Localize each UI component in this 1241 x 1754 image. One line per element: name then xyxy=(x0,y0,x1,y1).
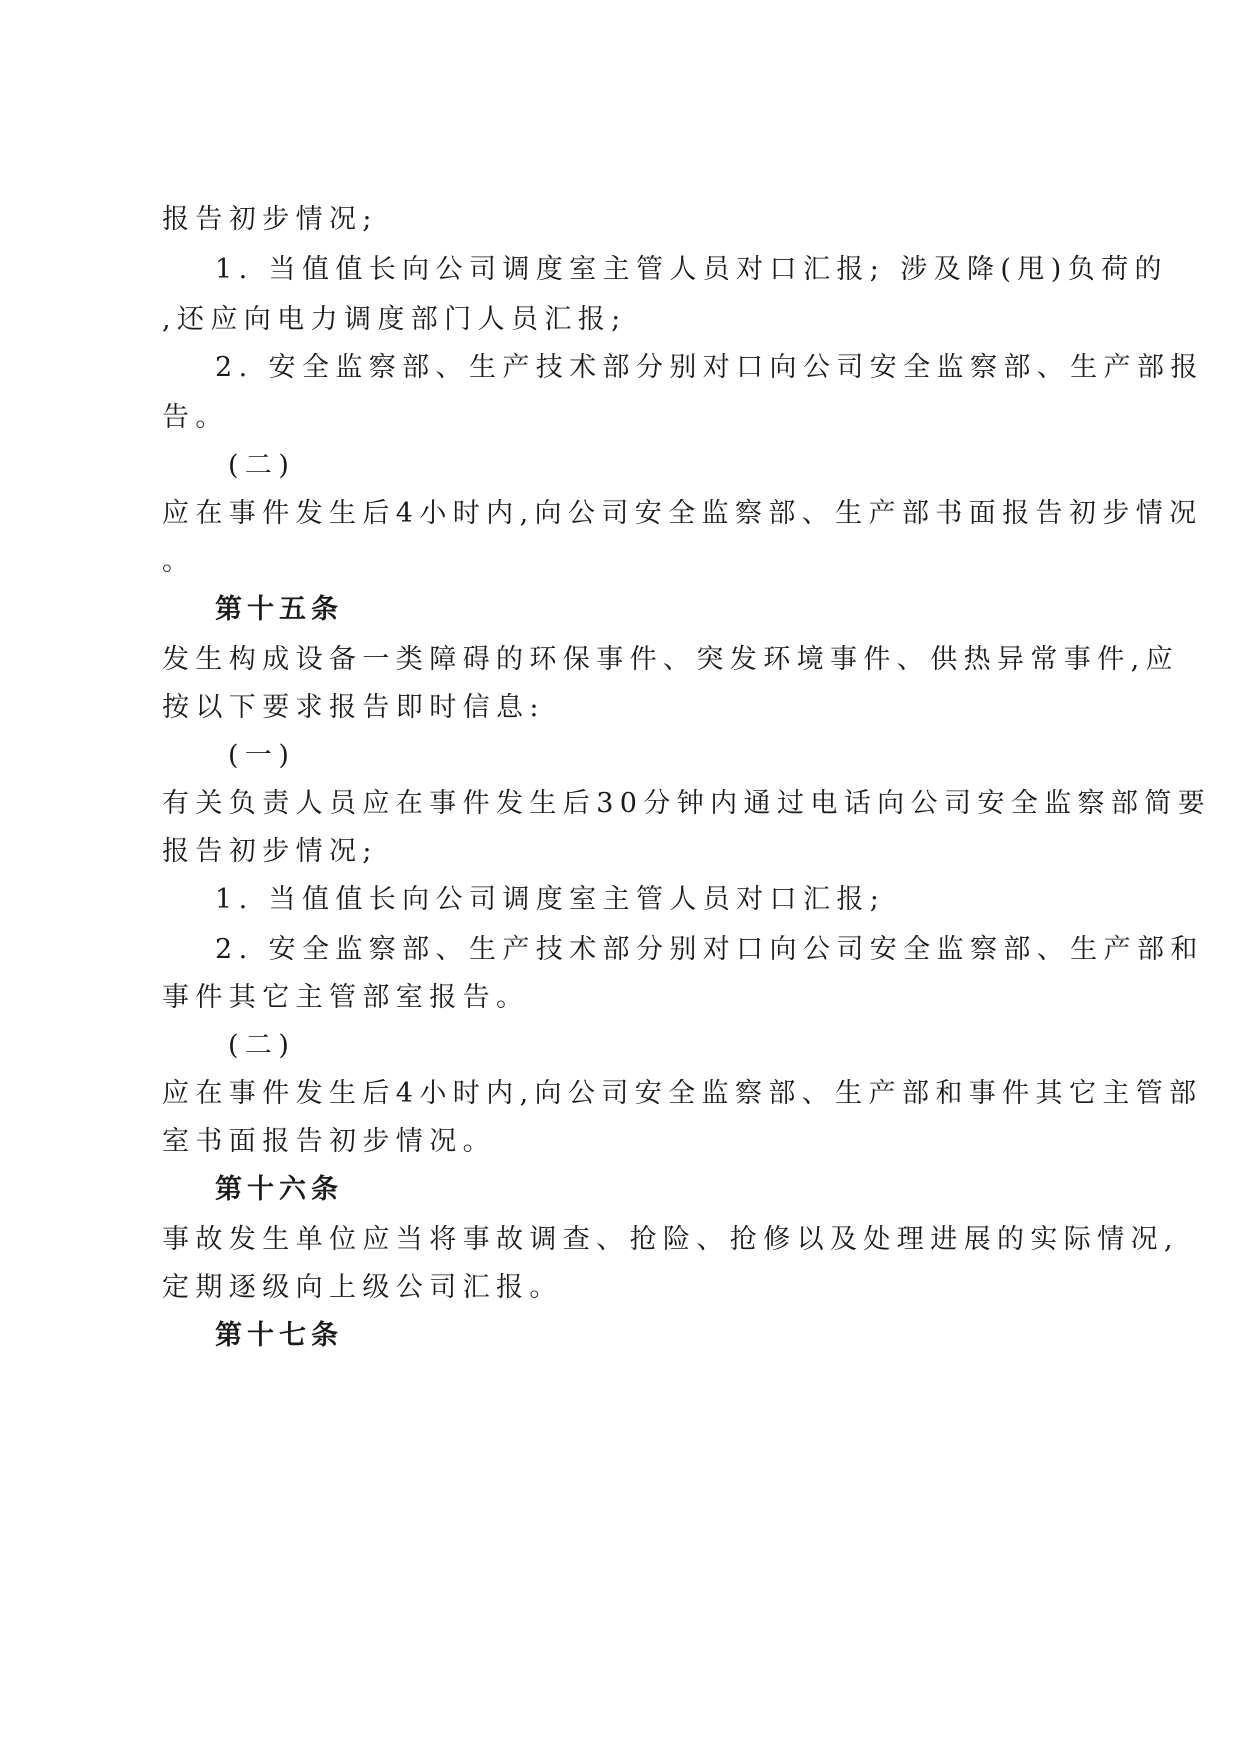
list-item-1: 1. 当值值长向公司调度室主管人员对口汇报; xyxy=(215,884,886,915)
body-text-line: 。 xyxy=(162,546,196,577)
body-text-line: 按以下要求报告即时信息: xyxy=(162,692,545,723)
body-text-line: 发生构成设备一类障碍的环保事件、突发环境事件、供热异常事件,应 xyxy=(162,644,1179,675)
list-item-1: 1. 当值值长向公司调度室主管人员对口汇报; 涉及降(甩)负荷的 xyxy=(215,254,1168,285)
body-text-line: 事件其它主管部室报告。 xyxy=(162,982,530,1013)
body-text-line: ,还应向电力调度部门人员汇报; xyxy=(162,304,627,335)
subsection-marker: (二) xyxy=(228,1030,296,1061)
subsection-marker: (一) xyxy=(228,740,296,771)
body-text-line: 告。 xyxy=(162,402,229,433)
body-text-line: 报告初步情况; xyxy=(162,836,378,867)
subsection-marker: (二) xyxy=(228,450,296,481)
article-heading: 第十五条 xyxy=(215,594,343,625)
list-item-2: 2. 安全监察部、生产技术部分别对口向公司安全监察部、生产部报 xyxy=(215,352,1204,383)
article-heading: 第十六条 xyxy=(215,1174,343,1205)
body-text-line: 室书面报告初步情况。 xyxy=(162,1126,496,1157)
body-text-line: 事故发生单位应当将事故调查、抢险、抢修以及处理进展的实际情况, xyxy=(162,1224,1179,1255)
body-text-line: 应在事件发生后4小时内,向公司安全监察部、生产部和事件其它主管部 xyxy=(162,1078,1203,1109)
article-heading: 第十七条 xyxy=(215,1320,343,1351)
body-text-line: 报告初步情况; xyxy=(162,204,378,235)
body-text-line: 有关负责人员应在事件发生后30分钟内通过电话向公司安全监察部简要 xyxy=(162,788,1212,819)
list-item-2: 2. 安全监察部、生产技术部分别对口向公司安全监察部、生产部和 xyxy=(215,934,1204,965)
body-text-line: 应在事件发生后4小时内,向公司安全监察部、生产部书面报告初步情况 xyxy=(162,498,1203,529)
body-text-line: 定期逐级向上级公司汇报。 xyxy=(162,1272,563,1303)
